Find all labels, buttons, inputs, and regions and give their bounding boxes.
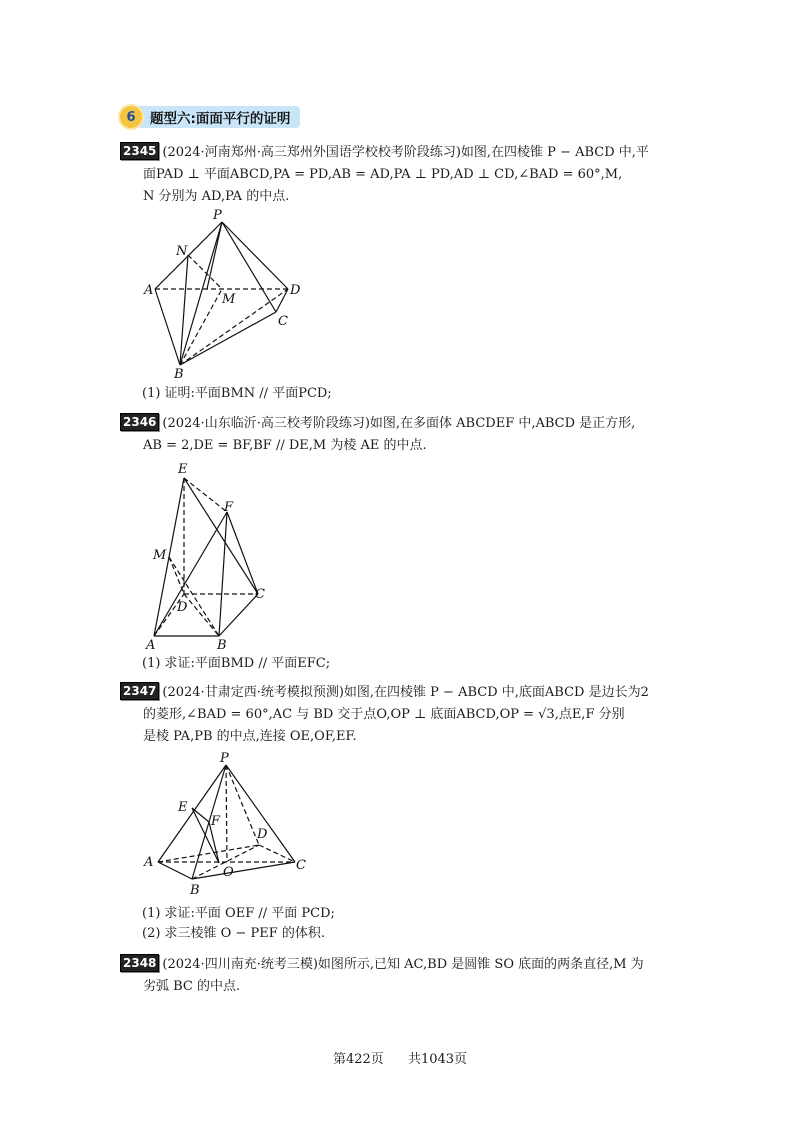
vertex-label: E — [178, 462, 188, 477]
problem-text-line: (2024·山东临沂·高三校考阶段练习)如图,在多面体 ABCDEF 中,ABCD 是正方形, — [162, 416, 636, 431]
vertex-label: P — [213, 208, 222, 223]
vertex-label: M — [222, 292, 236, 307]
problem-text-line: (2024·河南郑州·高三郑州外国语学校校考阶段练习)如图,在四棱锥 P − ABCD 中,平 — [162, 145, 649, 160]
problem-number: 2345 — [120, 142, 159, 160]
problem-text-line: AB = 2,DE = BF,BF // DE,M 为棱 AE 的中点. — [143, 438, 427, 453]
vertex-label: C — [296, 858, 306, 873]
figure-pyramid-pabcd — [140, 205, 320, 380]
problem-2348 — [120, 954, 680, 998]
problem-text-line: 是棱 PA,PB 的中点,连接 OE,OF,EF. — [143, 729, 357, 744]
section-title: 题型六:面面平行的证明 — [136, 106, 300, 128]
vertex-label: C — [278, 314, 288, 329]
vertex-label: F — [224, 500, 234, 515]
vertex-label: E — [178, 800, 188, 815]
vertex-label: C — [255, 587, 265, 602]
vertex-label: D — [290, 283, 301, 298]
problem-text-line: 劣弧 BC 的中点. — [143, 979, 241, 994]
vertex-label: B — [217, 638, 227, 653]
vertex-label: N — [176, 244, 188, 259]
page-footer — [0, 1048, 800, 1067]
vertex-label: D — [177, 600, 188, 615]
problem-text-line: (2024·甘肃定西·统考模拟预测)如图,在四棱锥 P − ABCD 中,底面ABCD 是边长为2 — [162, 685, 649, 700]
problem-number: 2346 — [120, 413, 159, 431]
problem-2346 — [120, 413, 680, 457]
figure-pyramid-rhombus-base — [140, 748, 320, 898]
subquestion: (1) 求证:平面BMD // 平面EFC; — [142, 656, 331, 671]
vertex-label: D — [257, 827, 268, 842]
page-number: 第422页 — [332, 1052, 384, 1067]
vertex-label: A — [146, 638, 156, 653]
vertex-label: M — [153, 548, 167, 563]
vertex-label: B — [174, 367, 184, 382]
problem-2347 — [120, 682, 680, 748]
vertex-label: O — [223, 865, 234, 880]
total-pages: 共1043页 — [407, 1052, 468, 1067]
figure-polyhedron-abcdef — [140, 457, 290, 657]
problem-number: 2347 — [120, 682, 159, 700]
problem-number: 2348 — [120, 954, 159, 972]
problem-text-line: N 分别为 AD,PA 的中点. — [143, 189, 290, 204]
section-number-badge: 6 — [120, 106, 142, 128]
vertex-label: F — [211, 814, 221, 829]
vertex-label: A — [144, 283, 154, 298]
problem-2345 — [120, 142, 680, 208]
vertex-label: P — [220, 751, 229, 766]
section-header — [120, 104, 300, 130]
problem-text-line: 的菱形,∠BAD = 60°,AC 与 BD 交于点O,OP ⊥ 底面ABCD,OP = √3,点E,F 分别 — [143, 707, 625, 722]
problem-text-line: 面PAD ⊥ 平面ABCD,PA = PD,AB = AD,PA ⊥ PD,AD ⊥ CD,∠BAD = 60°,M, — [143, 167, 623, 182]
vertex-label: A — [144, 855, 154, 870]
problem-text-line: (2024·四川南充·统考三模)如图所示,已知 AC,BD 是圆锥 SO 底面的两条直径,M 为 — [162, 957, 644, 972]
subquestion: (1) 证明:平面BMN // 平面PCD; — [142, 386, 332, 401]
subquestion: (2) 求三棱锥 O − PEF 的体积. — [142, 926, 326, 941]
vertex-label: B — [190, 883, 200, 898]
subquestion: (1) 求证:平面 OEF // 平面 PCD; — [142, 906, 335, 921]
